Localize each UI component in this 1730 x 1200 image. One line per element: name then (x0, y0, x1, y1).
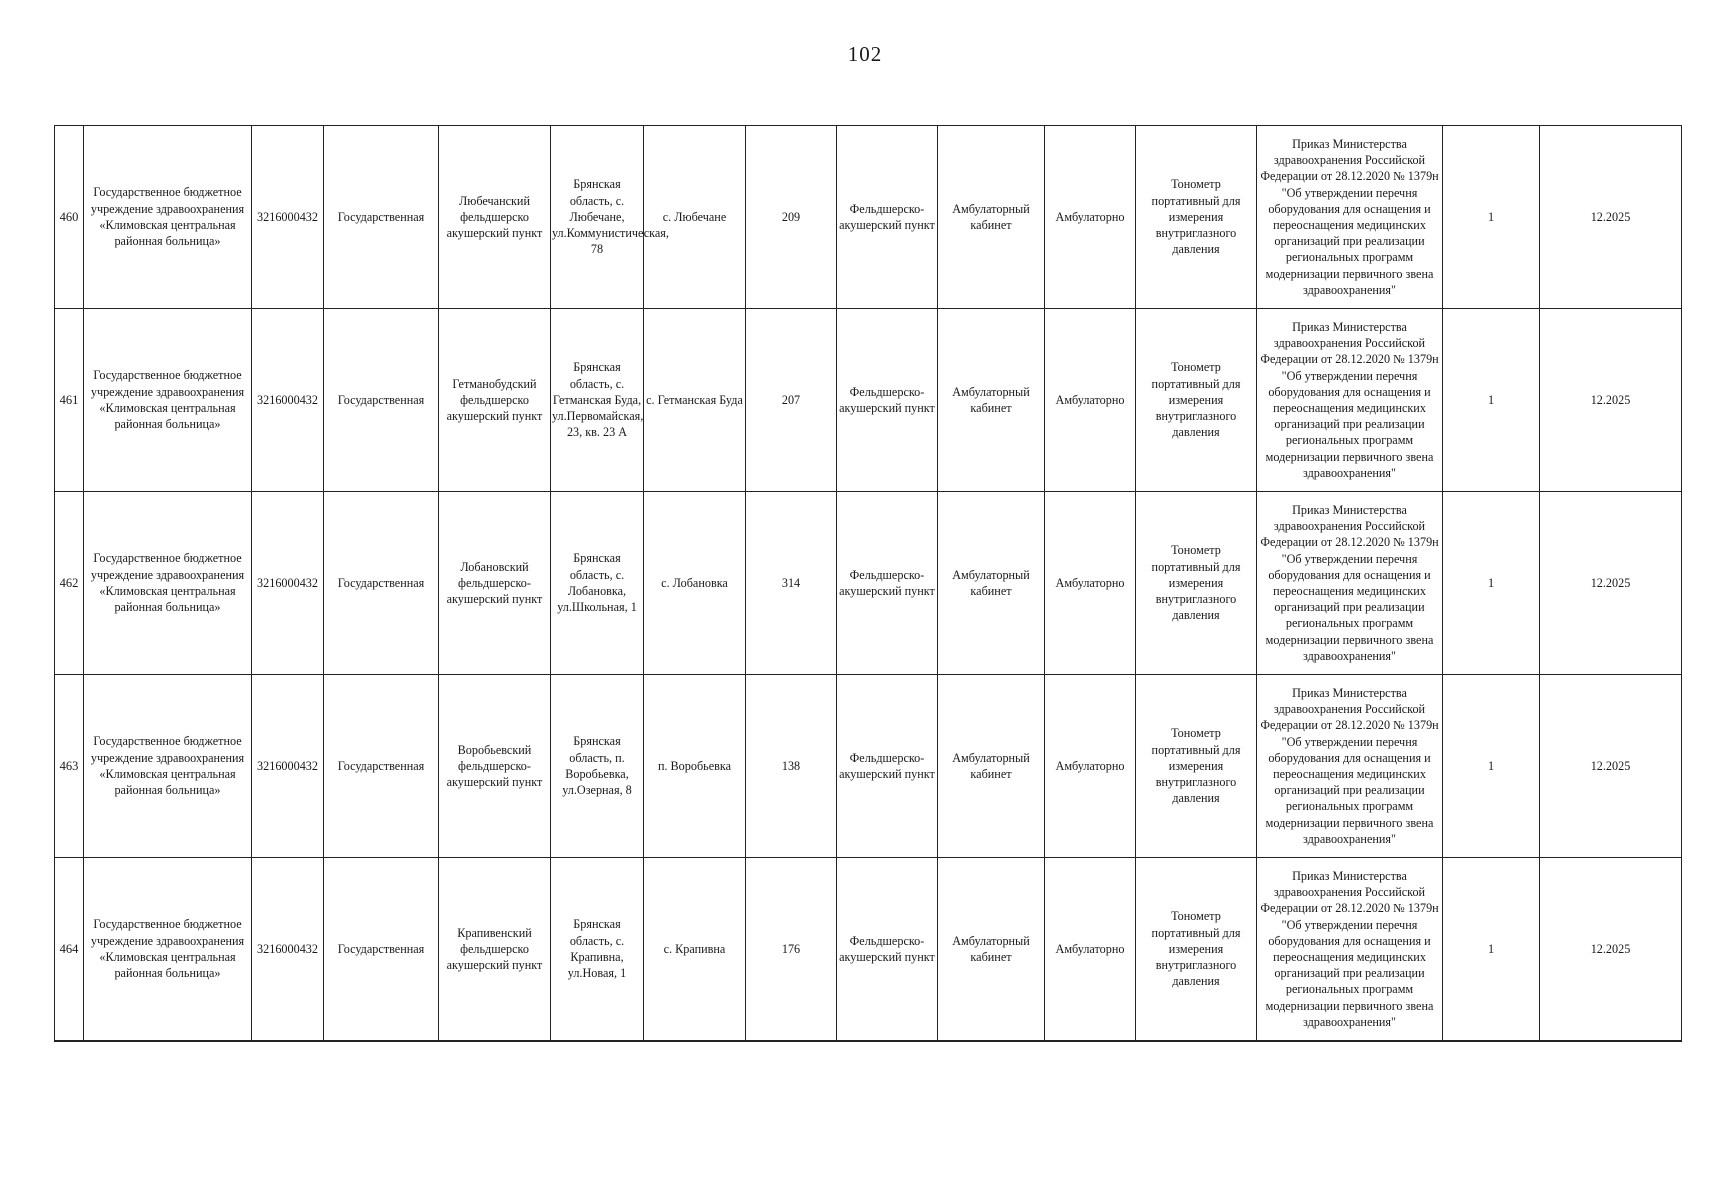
address-cell: Брянская область, с. Крапивна, ул.Новая, 1 (551, 858, 644, 1042)
address-cell: Брянская область, с. Лобановка, ул.Школьная, 1 (551, 492, 644, 675)
deadline-cell: 12.2025 (1540, 309, 1682, 492)
room-cell: Амбулаторный кабинет (938, 492, 1045, 675)
address-cell: Брянская область, п. Воробьевка, ул.Озерная, 8 (551, 675, 644, 858)
address-cell: Брянская область, с. Любечане, ул.Коммунистическая, 78 (551, 126, 644, 309)
code-cell: 3216000432 (252, 492, 324, 675)
facility-cell: Гетманобудский фельдшерско акушерский пункт (439, 309, 551, 492)
deadline-cell: 12.2025 (1540, 675, 1682, 858)
table-row (55, 492, 1682, 675)
code-cell: 3216000432 (252, 675, 324, 858)
deadline-cell: 12.2025 (1540, 492, 1682, 675)
care-form-cell: Амбулаторно (1045, 492, 1136, 675)
institution-cell: Государственное бюджетное учреждение здравоохранения «Климовская центральная районная больница» (84, 126, 252, 309)
equipment-cell: Тонометр портативный для измерения внутриглазного давления (1136, 675, 1257, 858)
institution-cell: Государственное бюджетное учреждение здравоохранения «Климовская центральная районная больница» (84, 675, 252, 858)
care-form-cell: Амбулаторно (1045, 126, 1136, 309)
ownership-cell: Государственная (324, 309, 439, 492)
institution-cell: Государственное бюджетное учреждение здравоохранения «Климовская центральная районная больница» (84, 309, 252, 492)
settlement-cell: с. Гетманская Буда (644, 309, 746, 492)
row-number-cell: 463 (55, 675, 84, 858)
table-row (55, 858, 1682, 1042)
care-form-cell: Амбулаторно (1045, 675, 1136, 858)
facility-type-cell: Фельдшерско-акушерский пункт (837, 675, 938, 858)
row-number-cell: 462 (55, 492, 84, 675)
population-cell: 207 (746, 309, 837, 492)
population-cell: 209 (746, 126, 837, 309)
quantity-cell: 1 (1443, 492, 1540, 675)
equipment-registry-table (54, 125, 1682, 1042)
institution-cell: Государственное бюджетное учреждение здравоохранения «Климовская центральная районная больница» (84, 858, 252, 1042)
quantity-cell: 1 (1443, 126, 1540, 309)
quantity-cell: 1 (1443, 675, 1540, 858)
ownership-cell: Государственная (324, 675, 439, 858)
settlement-cell: п. Воробьевка (644, 675, 746, 858)
code-cell: 3216000432 (252, 309, 324, 492)
equipment-cell: Тонометр портативный для измерения внутриглазного давления (1136, 309, 1257, 492)
code-cell: 3216000432 (252, 126, 324, 309)
room-cell: Амбулаторный кабинет (938, 126, 1045, 309)
page-number: 102 (847, 42, 883, 66)
facility-type-cell: Фельдшерско-акушерский пункт (837, 309, 938, 492)
order-cell: Приказ Министерства здравоохранения Российской Федерации от 28.12.2020 № 1379н "Об утверждении перечня оборудования для оснащения и переоснащения медицинских организаций при реализации региональных программ модернизации первичного звена здравоохранения" (1257, 126, 1443, 309)
quantity-cell: 1 (1443, 858, 1540, 1042)
order-cell: Приказ Министерства здравоохранения Российской Федерации от 28.12.2020 № 1379н "Об утверждении перечня оборудования для оснащения и переоснащения медицинских организаций при реализации региональных программ модернизации первичного звена здравоохранения" (1257, 858, 1443, 1042)
row-number-cell: 461 (55, 309, 84, 492)
ownership-cell: Государственная (324, 492, 439, 675)
address-cell: Брянская область, с. Гетманская Буда, ул.Первомайская, 23, кв. 23 А (551, 309, 644, 492)
table-row (55, 309, 1682, 492)
settlement-cell: с. Крапивна (644, 858, 746, 1042)
equipment-cell: Тонометр портативный для измерения внутриглазного давления (1136, 492, 1257, 675)
ownership-cell: Государственная (324, 858, 439, 1042)
order-cell: Приказ Министерства здравоохранения Российской Федерации от 28.12.2020 № 1379н "Об утверждении перечня оборудования для оснащения и переоснащения медицинских организаций при реализации региональных программ модернизации первичного звена здравоохранения" (1257, 492, 1443, 675)
care-form-cell: Амбулаторно (1045, 309, 1136, 492)
code-cell: 3216000432 (252, 858, 324, 1042)
equipment-cell: Тонометр портативный для измерения внутриглазного давления (1136, 858, 1257, 1042)
ownership-cell: Государственная (324, 126, 439, 309)
room-cell: Амбулаторный кабинет (938, 675, 1045, 858)
equipment-cell: Тонометр портативный для измерения внутриглазного давления (1136, 126, 1257, 309)
table-row (55, 126, 1682, 309)
facility-cell: Воробьевский фельдшерско-акушерский пункт (439, 675, 551, 858)
table-row (55, 675, 1682, 858)
facility-type-cell: Фельдшерско-акушерский пункт (837, 126, 938, 309)
deadline-cell: 12.2025 (1540, 858, 1682, 1042)
quantity-cell: 1 (1443, 309, 1540, 492)
care-form-cell: Амбулаторно (1045, 858, 1136, 1042)
facility-cell: Крапивенский фельдшерско акушерский пункт (439, 858, 551, 1042)
row-number-cell: 460 (55, 126, 84, 309)
settlement-cell: с. Любечане (644, 126, 746, 309)
facility-type-cell: Фельдшерско-акушерский пункт (837, 858, 938, 1042)
room-cell: Амбулаторный кабинет (938, 858, 1045, 1042)
order-cell: Приказ Министерства здравоохранения Российской Федерации от 28.12.2020 № 1379н "Об утверждении перечня оборудования для оснащения и переоснащения медицинских организаций при реализации региональных программ модернизации первичного звена здравоохранения" (1257, 309, 1443, 492)
settlement-cell: с. Лобановка (644, 492, 746, 675)
deadline-cell: 12.2025 (1540, 126, 1682, 309)
population-cell: 138 (746, 675, 837, 858)
facility-cell: Лобановский фельдшерско-акушерский пункт (439, 492, 551, 675)
population-cell: 314 (746, 492, 837, 675)
population-cell: 176 (746, 858, 837, 1042)
order-cell: Приказ Министерства здравоохранения Российской Федерации от 28.12.2020 № 1379н "Об утверждении перечня оборудования для оснащения и переоснащения медицинских организаций при реализации региональных программ модернизации первичного звена здравоохранения" (1257, 675, 1443, 858)
row-number-cell: 464 (55, 858, 84, 1042)
room-cell: Амбулаторный кабинет (938, 309, 1045, 492)
facility-type-cell: Фельдшерско-акушерский пункт (837, 492, 938, 675)
facility-cell: Любечанский фельдшерско акушерский пункт (439, 126, 551, 309)
institution-cell: Государственное бюджетное учреждение здравоохранения «Климовская центральная районная больница» (84, 492, 252, 675)
